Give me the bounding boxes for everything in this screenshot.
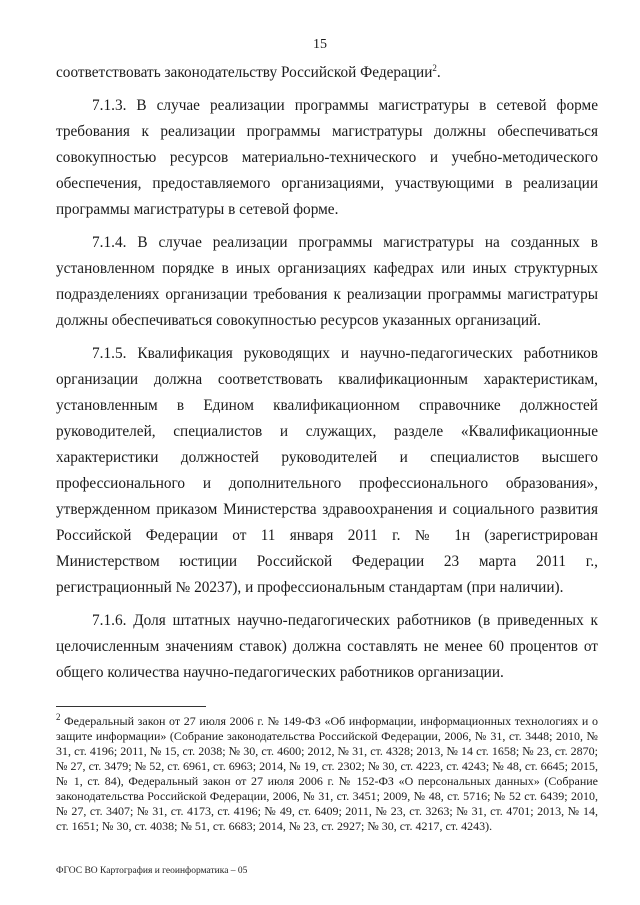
body-text xyxy=(56,60,598,693)
footnote-reference: 2 xyxy=(432,62,437,73)
footnote-text: Федеральный закон от 27 июля 2006 г. № 149-ФЗ «Об информации, информационных технологиях и о защите информации» (Собрание законодательства Российской Федерации, 2006, № 31, ст. 3448; 2010, № 31, ст. 4196; 2011, № 15, ст. 2038; № 30, ст. 4600; 2012, № 31, ст. 4328; 2013, № 14 ст. 1658; № 23, ст. 2870; № 27, ст. 3479; № 52, ст. 6961, ст. 6963; 2014, № 19, ст. 2302; № 30, ст. 4223, ст. 4243; № 48, ст. 6645; 2015, № 1, ст. 84), Федеральный закон от 27 июля 2006 г. № 152-ФЗ «О персональных данных» (Собрание законодательства Российской Федерации, 2006, № 31, ст. 3451; 2009, № 48, ст. 5716; № 52 ст. 6439; 2010, № 27, ст. 3407; № 31, ст. 4173, ст. 4196; № 49, ст. 6409; 2011, № 23, ст. 3263; № 31, ст. 4701; 2013, № 14, ст. 1651; № 30, ст. 4038; № 51, ст. 6683; 2014, № 23, ст. 2927; № 30, ст. 4217, ст. 4243). xyxy=(56,714,598,833)
footnote xyxy=(56,714,598,834)
continuation-end: . xyxy=(436,64,441,81)
paragraph-continuation xyxy=(56,60,598,86)
footnote-number: 2 xyxy=(56,712,61,722)
footnote-paragraph xyxy=(56,714,598,834)
page-number: 15 xyxy=(313,37,327,52)
continuation-text: соответствовать законодательству Российской Федерации xyxy=(56,64,433,81)
paragraph-7-1-6: 7.1.6. Доля штатных научно-педагогических работников (в приведенных к целочисленным значениям ставок) должна составлять не менее 60 процентов от общего количества научно-педагогических работников организации. xyxy=(56,612,598,681)
paragraph-7-1-3: 7.1.3. В случае реализации программы магистратуры в сетевой форме требования к реализации программы магистратуры должны обеспечиваться совокупностью ресурсов материально-технического и учебно-методического обеспечения, предоставляемого организациями, участвующими в реализации программы магистратуры в сетевой форме. xyxy=(56,97,598,218)
paragraph-7-1-5: 7.1.5. Квалификация руководящих и научно-педагогических работников организации должна соответствовать квалификационным характеристикам, установленным в Едином квалификационном справочнике должностей руководителей, специалистов и служащих, разделе «Квалификационные характеристики должностей руководителей и специалистов высшего профессионального и дополнительного профессионального образования», утвержденном приказом Министерства здравоохранения и социального развития Российской Федерации от 11 января 2011 г. № 1н (зарегистрирован Министерством юстиции Российской Федерации 23 марта 2011 г., регистрационный № 20237), и профессиональным стандартам (при наличии). xyxy=(56,345,598,596)
footnote-divider xyxy=(56,706,206,707)
paragraph-7-1-4: 7.1.4. В случае реализации программы магистратуры на созданных в установленном порядке в иных организациях кафедрах или иных структурных подразделениях организации требования к реализации программы магистратуры должны обеспечиваться совокупностью ресурсов указанных организаций. xyxy=(56,234,598,329)
document-footer: ФГОС ВО Картография и геоинформатика – 05 xyxy=(56,866,248,876)
